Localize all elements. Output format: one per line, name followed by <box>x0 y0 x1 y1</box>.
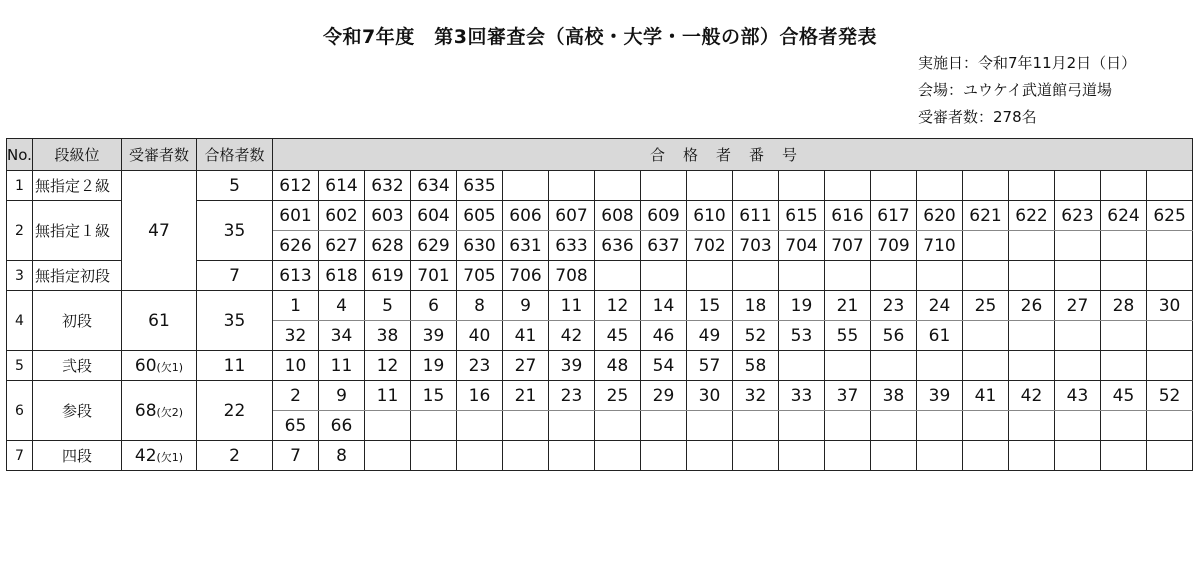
row-number: 2 <box>7 201 33 261</box>
pass-number: 19 <box>779 291 825 321</box>
pass-number: 61 <box>917 321 963 351</box>
pass-number: 8 <box>457 291 503 321</box>
pass-number <box>963 441 1009 471</box>
pass-number <box>917 171 963 201</box>
pass-number <box>825 441 871 471</box>
pass-number <box>733 261 779 291</box>
pass-number: 8 <box>319 441 365 471</box>
pass-number: 65 <box>273 411 319 441</box>
pass-number <box>1147 231 1193 261</box>
pass-number: 615 <box>779 201 825 231</box>
row-number: 7 <box>7 441 33 471</box>
pass-number: 710 <box>917 231 963 261</box>
pass-number <box>917 261 963 291</box>
pass-number <box>779 441 825 471</box>
pass-number: 23 <box>871 291 917 321</box>
table-row <box>7 441 1193 471</box>
pass-number: 54 <box>641 351 687 381</box>
pass-number <box>917 411 963 441</box>
passer-count: 5 <box>197 171 273 201</box>
pass-number: 38 <box>365 321 411 351</box>
absent-count: (欠2) <box>156 405 184 419</box>
grade-label: 無指定初段 <box>33 261 122 291</box>
pass-number: 628 <box>365 231 411 261</box>
pass-number: 49 <box>687 321 733 351</box>
examinee-count: 68(欠2) <box>122 381 197 441</box>
pass-number: 43 <box>1055 381 1101 411</box>
pass-number: 606 <box>503 201 549 231</box>
pass-number: 25 <box>963 291 1009 321</box>
pass-number: 19 <box>411 351 457 381</box>
pass-number <box>549 441 595 471</box>
pass-number: 30 <box>687 381 733 411</box>
pass-number <box>1055 351 1101 381</box>
passer-count: 35 <box>197 291 273 351</box>
pass-number <box>1147 261 1193 291</box>
pass-number <box>1009 411 1055 441</box>
pass-number: 631 <box>503 231 549 261</box>
exam-examinee-count: 受審者数：278名 <box>918 108 1037 126</box>
pass-number: 39 <box>411 321 457 351</box>
pass-number <box>1009 231 1055 261</box>
pass-number: 601 <box>273 201 319 231</box>
pass-number <box>733 441 779 471</box>
pass-number <box>365 441 411 471</box>
pass-number: 706 <box>503 261 549 291</box>
pass-number: 12 <box>595 291 641 321</box>
pass-number <box>1101 261 1147 291</box>
pass-number <box>963 321 1009 351</box>
pass-number <box>1101 171 1147 201</box>
pass-number <box>963 171 1009 201</box>
pass-number <box>1101 411 1147 441</box>
pass-number: 624 <box>1101 201 1147 231</box>
pass-number: 52 <box>1147 381 1193 411</box>
pass-number: 27 <box>1055 291 1101 321</box>
pass-number <box>779 411 825 441</box>
page-title: 令和7年度 第3回審査会（高校・大学・一般の部）合格者発表 <box>323 26 877 48</box>
pass-number: 11 <box>549 291 595 321</box>
pass-number <box>503 171 549 201</box>
pass-number: 23 <box>457 351 503 381</box>
pass-number <box>365 411 411 441</box>
grade-label: 無指定１級 <box>33 201 122 261</box>
pass-number: 702 <box>687 231 733 261</box>
pass-number <box>411 441 457 471</box>
pass-number: 703 <box>733 231 779 261</box>
pass-number: 709 <box>871 231 917 261</box>
pass-number <box>641 441 687 471</box>
pass-number <box>641 261 687 291</box>
pass-number: 12 <box>365 351 411 381</box>
pass-number: 704 <box>779 231 825 261</box>
pass-number <box>1055 171 1101 201</box>
pass-number <box>963 351 1009 381</box>
pass-number: 632 <box>365 171 411 201</box>
pass-number: 708 <box>549 261 595 291</box>
pass-number: 636 <box>595 231 641 261</box>
passer-count: 7 <box>197 261 273 291</box>
pass-number: 605 <box>457 201 503 231</box>
pass-number: 616 <box>825 201 871 231</box>
pass-number <box>595 441 641 471</box>
table-row <box>7 171 1193 201</box>
pass-number <box>871 261 917 291</box>
pass-number <box>687 171 733 201</box>
pass-number: 635 <box>457 171 503 201</box>
pass-number <box>825 411 871 441</box>
pass-number <box>871 411 917 441</box>
pass-number: 28 <box>1101 291 1147 321</box>
table-row <box>7 291 1193 321</box>
pass-number <box>779 261 825 291</box>
pass-number: 21 <box>503 381 549 411</box>
pass-number: 626 <box>273 231 319 261</box>
pass-number: 57 <box>687 351 733 381</box>
pass-number: 32 <box>273 321 319 351</box>
pass-number: 48 <box>595 351 641 381</box>
pass-number: 612 <box>273 171 319 201</box>
exam-info <box>918 50 1136 131</box>
pass-number: 45 <box>595 321 641 351</box>
pass-number <box>963 411 1009 441</box>
examinee-count: 60(欠1) <box>122 351 197 381</box>
passer-count: 22 <box>197 381 273 441</box>
grade-label: 無指定２級 <box>33 171 122 201</box>
pass-number: 607 <box>549 201 595 231</box>
pass-number: 11 <box>319 351 365 381</box>
examinee-count: 61 <box>122 291 197 351</box>
pass-number: 617 <box>871 201 917 231</box>
pass-number: 52 <box>733 321 779 351</box>
pass-number <box>1147 351 1193 381</box>
pass-number <box>779 351 825 381</box>
pass-number: 10 <box>273 351 319 381</box>
pass-number: 37 <box>825 381 871 411</box>
pass-number <box>457 411 503 441</box>
pass-number <box>1009 441 1055 471</box>
header-pass-numbers: 合格者番号 <box>273 139 1193 171</box>
pass-number <box>1009 321 1055 351</box>
pass-number: 603 <box>365 201 411 231</box>
pass-number: 29 <box>641 381 687 411</box>
pass-number: 40 <box>457 321 503 351</box>
pass-number <box>549 171 595 201</box>
row-number: 4 <box>7 291 33 351</box>
pass-number: 1 <box>273 291 319 321</box>
group-examinee-count: 47 <box>122 171 197 291</box>
pass-number: 5 <box>365 291 411 321</box>
pass-number <box>1055 411 1101 441</box>
table-row <box>7 381 1193 411</box>
pass-number: 66 <box>319 411 365 441</box>
row-number: 6 <box>7 381 33 441</box>
row-number: 1 <box>7 171 33 201</box>
pass-number <box>1009 171 1055 201</box>
results-table <box>6 138 1193 471</box>
pass-number: 41 <box>963 381 1009 411</box>
pass-number <box>1009 351 1055 381</box>
pass-number <box>917 441 963 471</box>
pass-number <box>871 441 917 471</box>
pass-number <box>1055 321 1101 351</box>
pass-number <box>687 441 733 471</box>
pass-number: 24 <box>917 291 963 321</box>
pass-number <box>1147 171 1193 201</box>
pass-number: 629 <box>411 231 457 261</box>
exam-date: 実施日：令和7年11月2日（日） <box>918 54 1137 72</box>
pass-number <box>1055 231 1101 261</box>
pass-number: 42 <box>1009 381 1055 411</box>
pass-number: 30 <box>1147 291 1193 321</box>
pass-number: 4 <box>319 291 365 321</box>
table-row <box>7 351 1193 381</box>
pass-number: 55 <box>825 321 871 351</box>
pass-number: 38 <box>871 381 917 411</box>
pass-number: 637 <box>641 231 687 261</box>
pass-number: 613 <box>273 261 319 291</box>
pass-number <box>825 351 871 381</box>
pass-number <box>871 171 917 201</box>
pass-number: 39 <box>917 381 963 411</box>
pass-number <box>549 411 595 441</box>
grade-label: 弐段 <box>33 351 122 381</box>
pass-number <box>1055 261 1101 291</box>
pass-number <box>733 411 779 441</box>
pass-number <box>411 411 457 441</box>
pass-number: 633 <box>549 231 595 261</box>
pass-number <box>1101 441 1147 471</box>
grade-label: 初段 <box>33 291 122 351</box>
pass-number: 45 <box>1101 381 1147 411</box>
pass-number <box>825 171 871 201</box>
pass-number: 619 <box>365 261 411 291</box>
pass-number: 609 <box>641 201 687 231</box>
pass-number <box>641 171 687 201</box>
pass-number: 707 <box>825 231 871 261</box>
pass-number <box>1101 231 1147 261</box>
pass-number: 41 <box>503 321 549 351</box>
examinee-count: 42(欠1) <box>122 441 197 471</box>
pass-number: 34 <box>319 321 365 351</box>
pass-number: 622 <box>1009 201 1055 231</box>
header-no: No. <box>7 139 33 171</box>
pass-number <box>503 411 549 441</box>
pass-number: 11 <box>365 381 411 411</box>
pass-number: 705 <box>457 261 503 291</box>
pass-number: 58 <box>733 351 779 381</box>
pass-number: 15 <box>687 291 733 321</box>
pass-number: 46 <box>641 321 687 351</box>
pass-number: 620 <box>917 201 963 231</box>
row-number: 5 <box>7 351 33 381</box>
pass-number: 18 <box>733 291 779 321</box>
pass-number: 9 <box>319 381 365 411</box>
pass-number: 26 <box>1009 291 1055 321</box>
pass-number <box>1147 441 1193 471</box>
absent-count: (欠1) <box>156 450 184 464</box>
pass-number: 15 <box>411 381 457 411</box>
pass-number: 634 <box>411 171 457 201</box>
exam-venue: 会場：ユウケイ武道館弓道場 <box>918 81 1112 99</box>
grade-label: 四段 <box>33 441 122 471</box>
pass-number: 16 <box>457 381 503 411</box>
header-passers: 合格者数 <box>197 139 273 171</box>
pass-number <box>1101 351 1147 381</box>
pass-number: 23 <box>549 381 595 411</box>
passer-count: 2 <box>197 441 273 471</box>
pass-number: 701 <box>411 261 457 291</box>
pass-number: 42 <box>549 321 595 351</box>
pass-number: 611 <box>733 201 779 231</box>
pass-number: 32 <box>733 381 779 411</box>
pass-number: 2 <box>273 381 319 411</box>
pass-number: 614 <box>319 171 365 201</box>
pass-number: 608 <box>595 201 641 231</box>
pass-number <box>595 411 641 441</box>
pass-number <box>457 441 503 471</box>
pass-number <box>871 351 917 381</box>
pass-number: 25 <box>595 381 641 411</box>
pass-number <box>963 231 1009 261</box>
pass-number <box>687 261 733 291</box>
pass-number: 621 <box>963 201 1009 231</box>
header-row <box>7 139 1193 171</box>
pass-number: 33 <box>779 381 825 411</box>
header-examinees: 受審者数 <box>122 139 197 171</box>
pass-number: 602 <box>319 201 365 231</box>
pass-number: 610 <box>687 201 733 231</box>
pass-number <box>503 441 549 471</box>
pass-number: 604 <box>411 201 457 231</box>
pass-number: 27 <box>503 351 549 381</box>
row-number: 3 <box>7 261 33 291</box>
pass-number: 618 <box>319 261 365 291</box>
pass-number <box>779 171 825 201</box>
pass-number: 6 <box>411 291 457 321</box>
pass-number: 21 <box>825 291 871 321</box>
pass-number <box>963 261 1009 291</box>
header-grade: 段級位 <box>33 139 122 171</box>
pass-number: 53 <box>779 321 825 351</box>
pass-number: 39 <box>549 351 595 381</box>
pass-number <box>687 411 733 441</box>
pass-number: 623 <box>1055 201 1101 231</box>
pass-number <box>595 261 641 291</box>
absent-count: (欠1) <box>156 360 184 374</box>
pass-number: 9 <box>503 291 549 321</box>
pass-number <box>641 411 687 441</box>
pass-number: 7 <box>273 441 319 471</box>
pass-number: 627 <box>319 231 365 261</box>
passer-count: 11 <box>197 351 273 381</box>
passer-count: 35 <box>197 201 273 261</box>
pass-number <box>1101 321 1147 351</box>
pass-number <box>595 171 641 201</box>
pass-number <box>825 261 871 291</box>
pass-number: 14 <box>641 291 687 321</box>
grade-label: 参段 <box>33 381 122 441</box>
pass-number: 630 <box>457 231 503 261</box>
pass-number <box>1055 441 1101 471</box>
pass-number <box>1147 411 1193 441</box>
pass-number: 56 <box>871 321 917 351</box>
pass-number <box>733 171 779 201</box>
pass-number <box>1009 261 1055 291</box>
pass-number <box>1147 321 1193 351</box>
pass-number <box>917 351 963 381</box>
pass-number: 625 <box>1147 201 1193 231</box>
